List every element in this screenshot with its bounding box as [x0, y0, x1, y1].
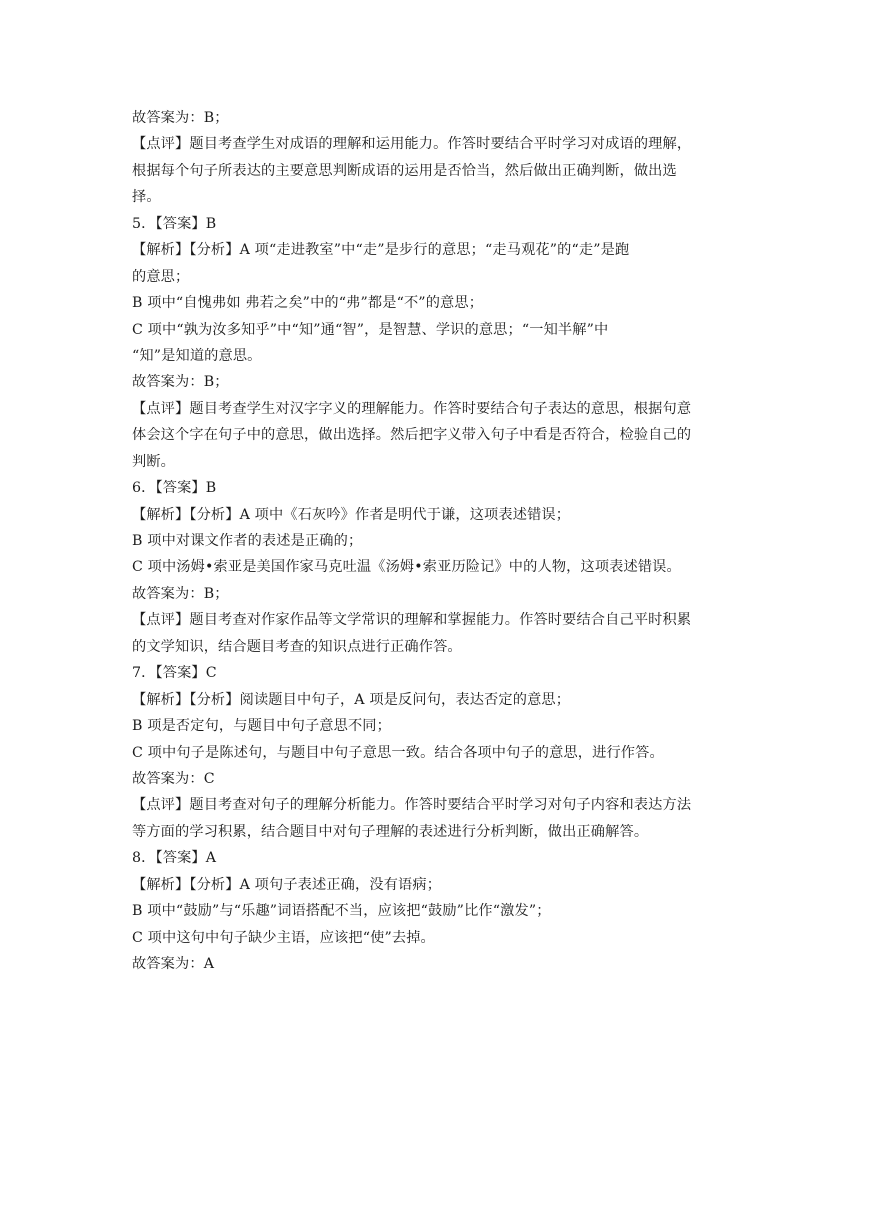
text-line: “知”是知道的意思。 — [132, 347, 262, 364]
text-line: B 项中对课文作者的表述是正确的； — [132, 533, 363, 549]
text-line: 体会这个字在句子中的意思，做出选择。然后把字义带入句子中看是否符合，检验自己的 — [132, 427, 692, 444]
text-line: 【解析】【分析】A 项中《石灰吟》作者是明代于谦，这项表述错误； — [132, 506, 571, 523]
text-line: B 项中“鼓励”与“乐趣”词语搭配不当，应该把“鼓励”比作“激发”； — [132, 903, 551, 920]
question-7-answer: 7．【答案】C — [132, 665, 217, 682]
text-line: 的文学知识，结合题目考查的知识点进行正确作答。 — [132, 638, 462, 655]
text-line: C 项中这句中句子缺少主语，应该把“使”去掉。 — [132, 929, 435, 946]
text-line: 【解析】【分析】阅读题目中句子，A 项是反问句，表达否定的意思； — [132, 691, 571, 708]
text-line: 【点评】题目考查对句子的理解分析能力。作答时要结合平时学习对句子内容和表达方法 — [132, 797, 692, 814]
text-line: 【点评】题目考查对作家作品等文学常识的理解和掌握能力。作答时要结合自己平时积累 — [132, 612, 692, 629]
answer-explanations — [132, 105, 742, 977]
question-8-answer: 8．【答案】A — [132, 850, 217, 867]
text-line: B 项是否定句，与题目中句子意思不同； — [132, 718, 391, 735]
text-line: 【解析】【分析】A 项句子表述正确，没有语病； — [132, 876, 442, 893]
text-line: C 项中“孰为汝多知乎”中“知”通“智”，是智慧、学识的意思；“一知半解”中 — [132, 321, 609, 338]
text-line: 【点评】题目考查学生对汉字字义的理解能力。作答时要结合句子表达的意思，根据句意 — [132, 400, 692, 417]
text-line: 故答案为：B； — [132, 374, 229, 391]
text-line: B 项中“自愧弗如 弗若之矣”中的“弗”都是“不”的意思； — [132, 295, 484, 312]
question-6-answer: 6．【答案】B — [132, 480, 217, 497]
text-line: 择。 — [132, 189, 161, 206]
question-5-answer: 5．【答案】B — [132, 215, 217, 232]
text-line: C 项中汤姆•索亚是美国作家马克吐温《汤姆•索亚历险记》中的人物，这项表述错误。 — [132, 559, 681, 576]
text-line: 等方面的学习积累，结合题目中对句子理解的表述进行分析判断，做出正确解答。 — [132, 823, 649, 840]
text-line: 判断。 — [132, 453, 176, 470]
text-line: 的意思； — [132, 268, 190, 285]
text-line: 故答案为：A — [132, 956, 215, 972]
text-line: 根据每个句子所表达的主要意思判断成语的运用是否恰当，然后做出正确判断，做出选 — [132, 162, 677, 179]
text-line: 【点评】题目考查学生对成语的理解和运用能力。作答时要结合平时学习对成语的理解， — [132, 136, 692, 153]
text-line: 故答案为：B； — [132, 585, 229, 602]
text-line: 故答案为：B； — [132, 110, 229, 126]
text-line: 【解析】【分析】A 项“走进教室”中“走”是步行的意思；“走马观花”的“走”是跑 — [132, 242, 630, 259]
text-line: 故答案为：C — [132, 770, 215, 787]
text-line: C 项中句子是陈述句，与题目中句子意思一致。结合各项中句子的意思，进行作答。 — [132, 744, 664, 761]
